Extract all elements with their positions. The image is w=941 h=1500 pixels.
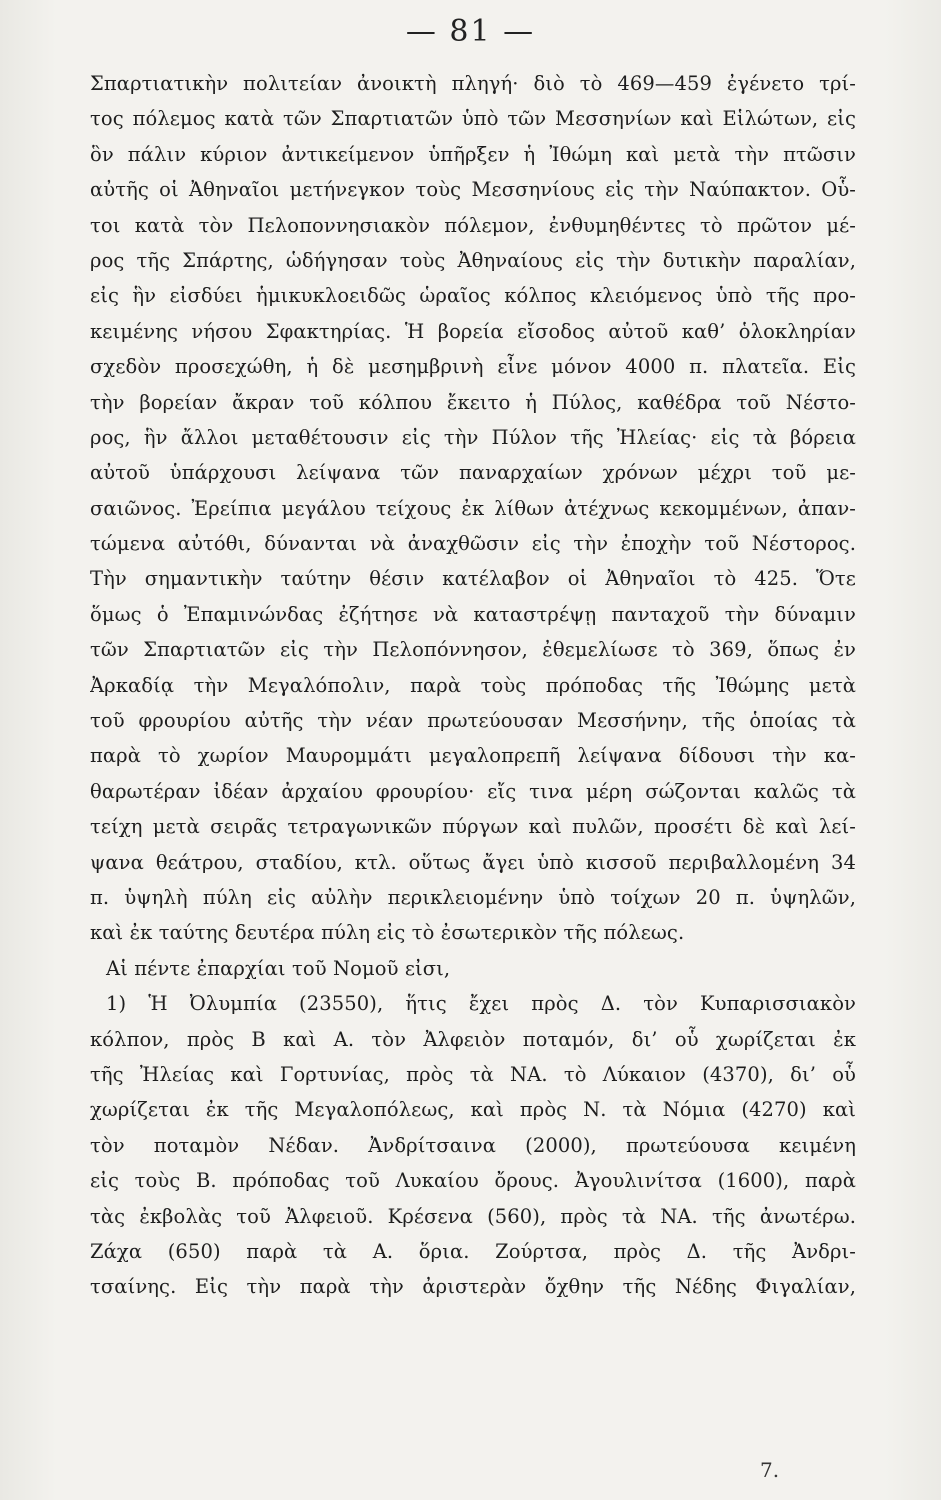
- text-line-14: τώμενα αὐτόθι, δύνανται νὰ ἀναχθῶσιν εἰς τὴν ἐποχὴν τοῦ Νέστορος.: [90, 532, 856, 556]
- text-line-3: ὃν πάλιν κύριον ἀντικείμενον ὑπῆρξεν ἡ Ἰθώμη καὶ μετὰ τὴν πτῶσιν: [90, 142, 856, 166]
- text-line-9: σχεδὸν προσεχώθη, ἡ δὲ μεσημβρινὴ εἶνε μόνον 4000 π. πλατεῖα. Εἰς: [90, 355, 856, 379]
- text-line-21: θαρωτέραν ἰδέαν ἀρχαίου φρουρίου· εἴς τινα μέρη σώζονται καλῶς τὰ: [90, 779, 856, 803]
- text-line-27: 1) Ἡ Ὀλυμπία (23550), ἥτις ἔχει πρὸς Δ. τὸν Κυπαρισσιακὸν: [106, 992, 856, 1016]
- text-line-2: τος πόλεμος κατὰ τῶν Σπαρτιατῶν ὑπὸ τῶν Μεσσηνίων καὶ Εἱλώτων, εἰς: [90, 107, 856, 131]
- text-line-17: τῶν Σπαρτιατῶν εἰς τὴν Πελοπόννησον, ἐθεμελίωσε τὸ 369, ὅπως ἐν: [90, 638, 856, 662]
- text-line-35: τσαίνης. Εἰς τὴν παρὰ τὴν ἀριστερὰν ὄχθην τῆς Νέδης Φιγαλίαν,: [90, 1275, 856, 1299]
- text-line-13: σαιῶνος. Ἐρείπια μεγάλου τείχους ἐκ λίθων ἀτέχνως κεκομμένων, ἀπαν-: [90, 496, 856, 520]
- text-line-26: Αἱ πέντε ἐπαρχίαι τοῦ Νομοῦ εἰσι,: [106, 956, 451, 980]
- text-line-23: ψανα θεάτρου, σταδίου, κτλ. οὕτως ἄγει ὑπὸ κισσοῦ περιβαλλομένη 34: [90, 850, 856, 874]
- text-line-22: τείχη μετὰ σειρᾶς τετραγωνικῶν πύργων καὶ πυλῶν, προσέτι δὲ καὶ λεί-: [90, 815, 856, 839]
- text-line-8: κειμένης νήσου Σφακτηρίας. Ἡ βορεία εἴσοδος αὐτοῦ καθ’ ὁλοκληρίαν: [90, 319, 856, 343]
- text-line-31: τὸν ποταμὸν Νέδαν. Ἀνδρίτσαινα (2000), πρωτεύουσα κειμένη: [90, 1133, 856, 1157]
- text-line-7: εἰς ἣν εἰσδύει ἡμικυκλοειδῶς ὡραῖος κόλπος κλειόμενος ὑπὸ τῆς προ-: [90, 284, 856, 308]
- text-line-20: παρὰ τὸ χωρίον Μαυρομμάτι μεγαλοπρεπῆ λείψανα δίδουσι τὴν κα-: [90, 744, 856, 768]
- text-line-19: τοῦ φρουρίου αὐτῆς τὴν νέαν πρωτεύουσαν Μεσσήνην, τῆς ὁποίας τὰ: [90, 709, 856, 733]
- text-line-18: Ἀρκαδίᾳ τὴν Μεγαλόπολιν, παρὰ τοὺς πρόποδας τῆς Ἰθώμης μετὰ: [90, 673, 856, 697]
- text-line-11: ρος, ἣν ἄλλοι μεταθέτουσιν εἰς τὴν Πύλον τῆς Ἠλείας· εἰς τὰ βόρεια: [90, 425, 856, 449]
- text-line-16: ὅμως ὁ Ἐπαμινώνδας ἐζήτησε νὰ καταστρέψῃ πανταχοῦ τὴν δύναμιν: [90, 602, 856, 626]
- signature-mark: 7.: [760, 1458, 780, 1482]
- text-line-28: κόλπον, πρὸς Β καὶ Α. τὸν Ἀλφειὸν ποταμόν, δι’ οὗ χωρίζεται ἐκ: [90, 1027, 856, 1051]
- text-line-29: τῆς Ἠλείας καὶ Γορτυνίας, πρὸς τὰ ΝΑ. τὸ Λύκαιον (4370), δι’ οὗ: [90, 1062, 856, 1086]
- text-line-34: Ζάχα (650) παρὰ τὰ Α. ὅρια. Ζούρτσα, πρὸς Δ. τῆς Ἀνδρι-: [90, 1239, 856, 1263]
- text-line-12: αὐτοῦ ὑπάρχουσι λείψανα τῶν παναρχαίων χρόνων μέχρι τοῦ με-: [90, 461, 856, 485]
- text-line-6: ρος τῆς Σπάρτης, ὡδήγησαν τοὺς Ἀθηναίους εἰς τὴν δυτικὴν παραλίαν,: [90, 248, 856, 272]
- body-text: [90, 66, 856, 1305]
- text-line-30: χωρίζεται ἐκ τῆς Μεγαλοπόλεως, καὶ πρὸς Ν. τὰ Νόμια (4270) καὶ: [90, 1098, 856, 1122]
- text-line-32: εἰς τοὺς Β. πρόποδας τοῦ Λυκαίου ὄρους. Ἀγουλινίτσα (1600), παρὰ: [90, 1169, 856, 1193]
- text-line-5: τοι κατὰ τὸν Πελοποννησιακὸν πόλεμον, ἐνθυμηθέντες τὸ πρῶτον μέ-: [90, 213, 856, 237]
- text-line-4: αὐτῆς οἱ Ἀθηναῖοι μετήνεγκον τοὺς Μεσσηνίους εἰς τὴν Ναύπακτον. Οὗ-: [90, 178, 856, 202]
- text-line-15: Τὴν σημαντικὴν ταύτην θέσιν κατέλαβον οἱ Ἀθηναῖοι τὸ 425. Ὅτε: [90, 567, 856, 591]
- page-number-header: — 81 —: [405, 14, 536, 49]
- text-line-24: π. ὑψηλὴ πύλη εἰς αὐλὴν περικλειομένην ὑπὸ τοίχων 20 π. ὑψηλῶν,: [90, 885, 856, 909]
- text-line-33: τὰς ἐκβολὰς τοῦ Ἀλφειοῦ. Κρέσενα (560), πρὸς τὰ ΝΑ. τῆς ἀνωτέρω.: [90, 1204, 856, 1228]
- text-line-10: τὴν βορείαν ἄκραν τοῦ κόλπου ἔκειτο ἡ Πύλος, καθέδρα τοῦ Νέστο-: [90, 390, 856, 414]
- text-line-1: Σπαρτιατικὴν πολιτείαν ἀνοικτὴ πληγή· διὸ τὸ 469—459 ἐγένετο τρί-: [90, 72, 856, 95]
- text-line-25: καὶ ἐκ ταύτης δευτέρα πύλη εἰς τὸ ἐσωτερικὸν τῆς πόλεως.: [90, 921, 685, 945]
